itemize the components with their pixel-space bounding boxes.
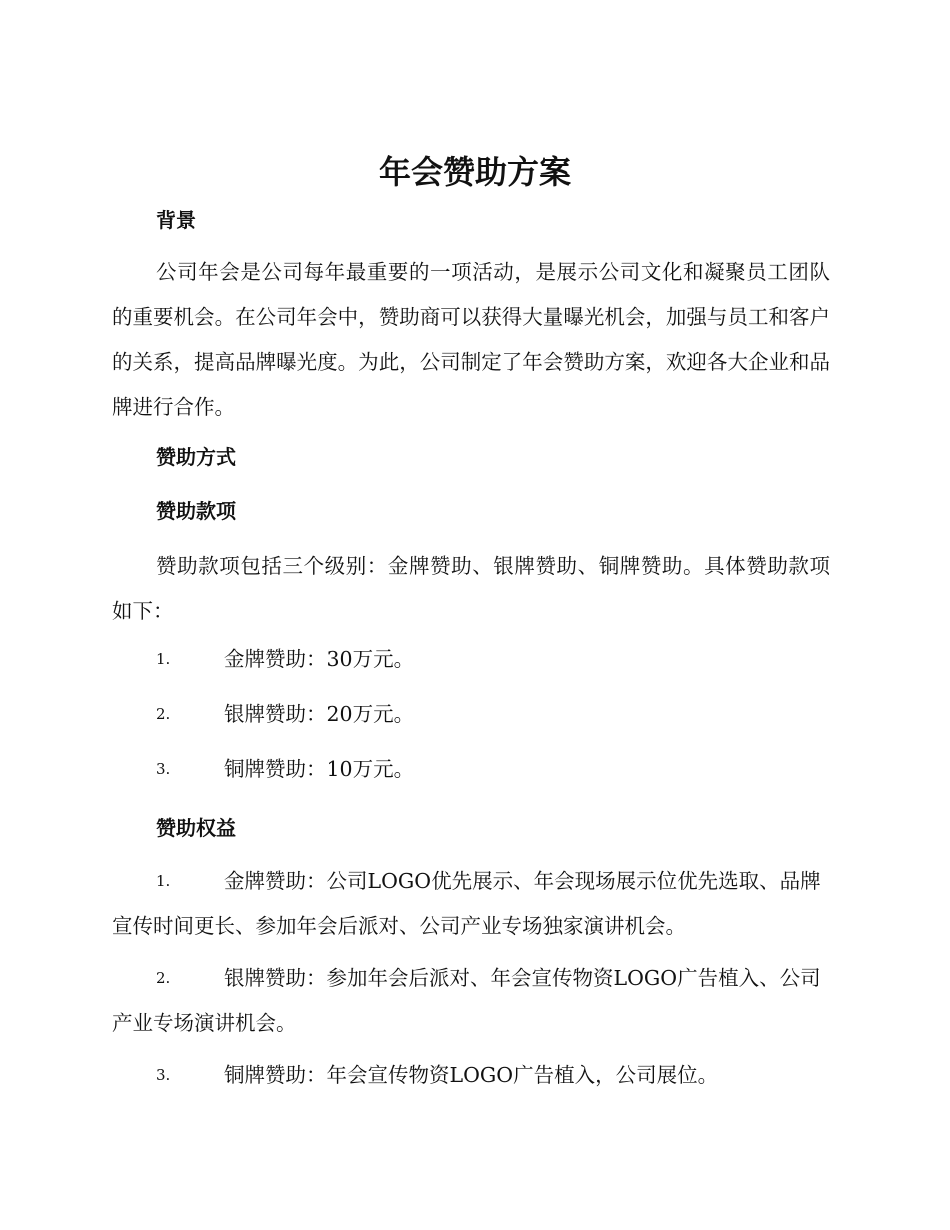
list-text: 银牌赞助：参加年会后派对、年会宣传物资LOGO广告植入、公司产业专场演讲机会。 — [112, 966, 821, 1035]
list-text: 铜牌赞助：年会宣传物资LOGO广告植入，公司展位。 — [224, 1063, 719, 1087]
amount-list-item — [112, 692, 830, 737]
heading-sponsor-amount: 赞助款项 — [156, 499, 236, 523]
document-title: 年会赞助方案 — [378, 153, 571, 191]
amount-list-item — [112, 747, 830, 792]
list-text: 金牌赞助：公司LOGO优先展示、年会现场展示位优先选取、品牌宣传时间更长、参加年会后派对、公司产业专场独家演讲机会。 — [112, 869, 821, 938]
amount-list-item — [112, 637, 830, 682]
list-number: 2. — [156, 969, 171, 987]
list-number: 2. — [156, 705, 171, 723]
heading-background: 背景 — [156, 208, 196, 232]
list-text: 银牌赞助：20万元。 — [224, 702, 415, 726]
benefits-list-item — [112, 1053, 830, 1098]
benefits-list-item — [112, 956, 830, 1046]
benefits-list-item — [112, 859, 830, 949]
amount-paragraph: 赞助款项包括三个级别：金牌赞助、银牌赞助、铜牌赞助。具体赞助款项如下： — [112, 554, 830, 623]
background-paragraph: 公司年会是公司每年最重要的一项活动，是展示公司文化和凝聚员工团队的重要机会。在公司年会中，赞助商可以获得大量曝光机会，加强与员工和客户的关系，提高品牌曝光度。为此，公司制定了年会赞助方案，欢迎各大企业和品牌进行合作。 — [112, 260, 830, 419]
list-text: 铜牌赞助：10万元。 — [224, 757, 415, 781]
list-number: 1. — [156, 650, 171, 668]
list-number: 3. — [156, 1066, 171, 1084]
list-number: 3. — [156, 760, 171, 778]
list-number: 1. — [156, 872, 171, 890]
heading-sponsor-method: 赞助方式 — [156, 445, 236, 469]
list-text: 金牌赞助：30万元。 — [224, 647, 415, 671]
heading-sponsor-benefits: 赞助权益 — [156, 816, 236, 840]
